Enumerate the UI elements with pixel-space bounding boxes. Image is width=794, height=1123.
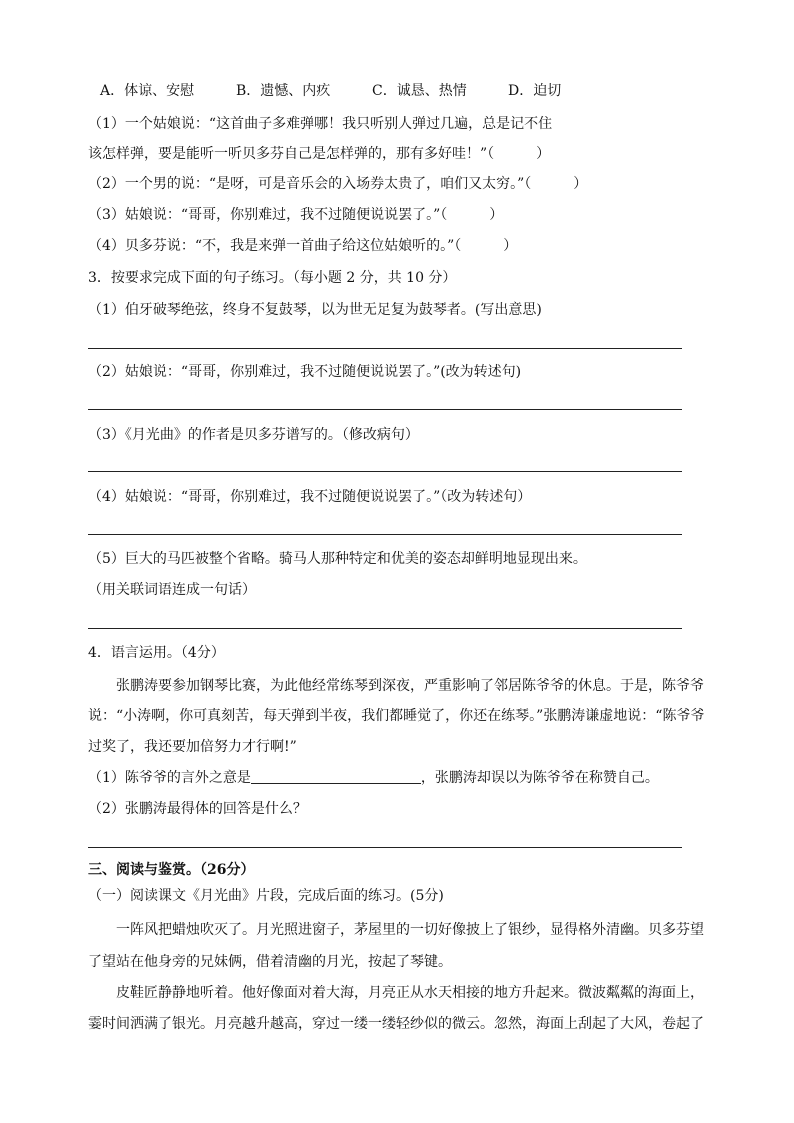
section-3-subtitle: （一）阅读课文《月光曲》片段，完成后面的练习。(5分)	[88, 888, 444, 904]
q2-item1-line2: 该怎样弹，要是能听一听贝多芬自己是怎样弹的，那有多好哇！”（ ）	[88, 146, 551, 162]
q3-sentence-3: （3）《月光曲》的作者是贝多芬谱写的。（修改病句）	[88, 427, 419, 443]
option-b: B．遗憾、内疚	[236, 83, 331, 99]
answer-line[interactable]	[88, 847, 682, 848]
q3-sentence-4: （4）姑娘说：“哥哥，你别难过，我不过随便说说罢了。”（改为转述句）	[88, 489, 532, 505]
q2-item2: （2）一个男的说：“是呀，可是音乐会的入场券太贵了，咱们又太穷。”（ ）	[88, 176, 588, 192]
section-3-title: 三、阅读与鉴赏。（26分）	[88, 862, 255, 878]
q4-title: 4．语言运用。（4分）	[88, 645, 225, 661]
option-c: C．诚恳、热情	[372, 83, 467, 99]
q3-sentence-1: （1）伯牙破琴绝弦，终身不复鼓琴，以为世无足复为鼓琴者。(写出意思)	[88, 302, 542, 318]
q4-passage-line3: 过奖了，我还要加倍努力才行啊!”	[88, 739, 297, 755]
fill-blank[interactable]	[251, 769, 421, 784]
reading-p2-line2: 霎时间洒满了银光。月亮越升越高，穿过一缕一缕轻纱似的微云。忽然，海面上刮起了大风，卷起了	[88, 1016, 704, 1032]
answer-line[interactable]	[88, 628, 682, 629]
option-d: D．迫切	[508, 83, 562, 99]
reading-p1-line2: 了望站在他身旁的兄妹俩，借着清幽的月光，按起了琴键。	[88, 954, 452, 970]
q4-subquestion-2: （2）张鹏涛最得体的回答是什么？	[88, 801, 307, 817]
q4-sub1-text-after: ，张鹏涛却误以为陈爷爷在称赞自己。	[420, 770, 659, 786]
q2-item4: （4）贝多芬说：“不，我是来弹一首曲子给这位姑娘听的。”（ ）	[88, 238, 518, 254]
q4-subquestion-1	[88, 768, 659, 788]
q2-item1-line1: （1）一个姑娘说：“这首曲子多难弹哪！我只听别人弹过几遍，总是记不住	[88, 116, 553, 132]
answer-line[interactable]	[88, 534, 682, 535]
q3-sentence-5-note: （用关联词语连成一句话）	[88, 582, 256, 598]
reading-p2-line1: 皮鞋匠静静地听着。他好像面对着大海，月亮正从水天相接的地方升起来。微波粼粼的海面上，	[116, 985, 704, 1001]
q2-item3: （3）姑娘说：“哥哥，你别难过，我不过随便说说罢了。”（ ）	[88, 207, 504, 223]
q4-passage-line2: 说：“小涛啊，你可真刻苦，每天弹到半夜，我们都睡觉了，你还在练琴。”张鹏涛谦虚地说：“陈爷爷	[88, 708, 705, 724]
q3-title: 3．按要求完成下面的句子练习。（每小题 2 分，共 10 分）	[88, 270, 457, 286]
answer-line[interactable]	[88, 471, 682, 472]
q3-sentence-5: （5）巨大的马匹被整个省略。骑马人那种特定和优美的姿态却鲜明地显现出来。	[88, 551, 587, 567]
answer-line[interactable]	[88, 348, 682, 349]
answer-line[interactable]	[88, 409, 682, 410]
q4-sub1-text-before: （1）陈爷爷的言外之意是	[88, 770, 251, 786]
q4-passage-line1: 张鹏涛要参加钢琴比赛，为此他经常练琴到深夜，严重影响了邻居陈爷爷的休息。于是，陈爷爷	[116, 678, 704, 694]
reading-p1-line1: 一阵风把蜡烛吹灭了。月光照进窗子，茅屋里的一切好像披上了银纱，显得格外清幽。贝多芬望	[116, 922, 704, 938]
option-a: A．体谅、安慰	[100, 83, 195, 99]
q3-sentence-2: （2）姑娘说：“哥哥，你别难过，我不过随便说说罢了。”(改为转述句)	[88, 364, 522, 380]
